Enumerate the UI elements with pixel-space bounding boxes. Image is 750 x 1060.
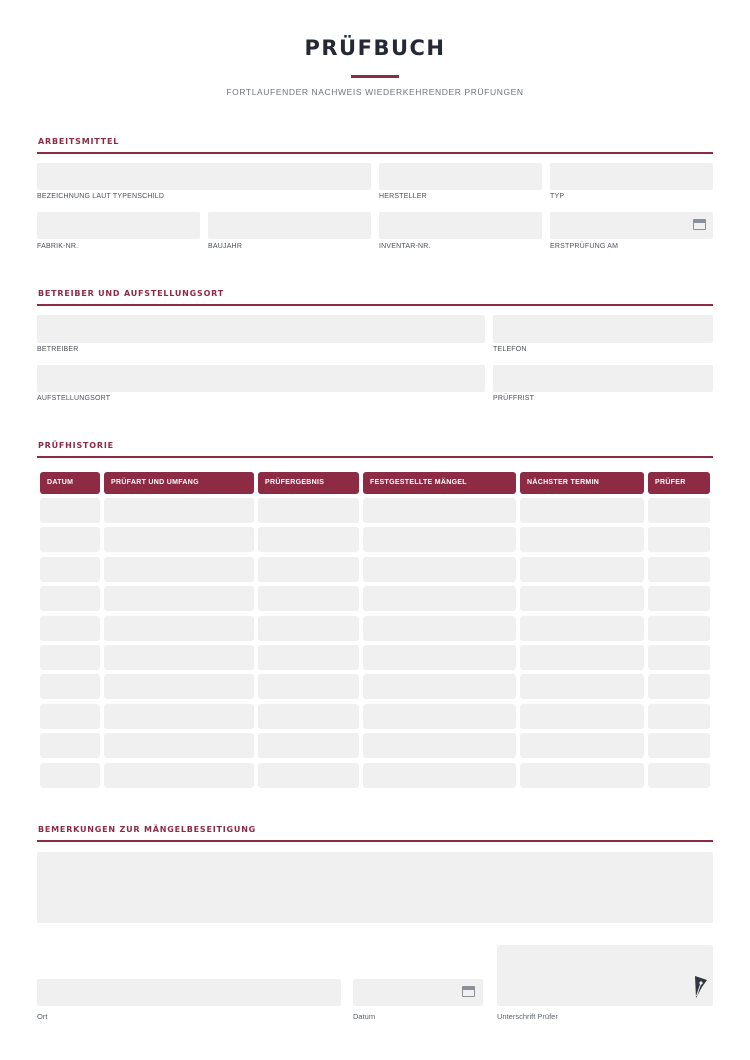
- section-header-betreiber: [37, 288, 713, 306]
- calendar-icon[interactable]: [693, 219, 706, 230]
- table-cell[interactable]: [520, 645, 644, 670]
- table-cell[interactable]: [104, 674, 254, 699]
- table-cell[interactable]: [363, 557, 516, 582]
- table-cell[interactable]: [520, 763, 644, 788]
- aufstellungsort-label: AUFSTELLUNGSORT: [37, 395, 111, 402]
- table-cell[interactable]: [363, 616, 516, 641]
- table-cell[interactable]: [40, 704, 100, 729]
- telefon-label: TELEFON: [493, 346, 527, 353]
- table-cell[interactable]: [363, 704, 516, 729]
- column-header-datum: DATUM: [40, 472, 100, 494]
- aufstellungsort-field[interactable]: [37, 365, 485, 392]
- hersteller-label: HERSTELLER: [379, 193, 427, 200]
- table-cell[interactable]: [648, 763, 710, 788]
- table-cell[interactable]: [104, 557, 254, 582]
- table-cell[interactable]: [648, 557, 710, 582]
- table-cell[interactable]: [40, 733, 100, 758]
- table-cell[interactable]: [258, 616, 359, 641]
- calendar-icon[interactable]: [462, 986, 475, 997]
- column-header-naechster-termin: NÄCHSTER TERMIN: [520, 472, 644, 494]
- table-cell[interactable]: [40, 557, 100, 582]
- section-title-arbeitsmittel: ARBEITSMITTEL: [38, 137, 120, 146]
- baujahr-label: BAUJAHR: [208, 243, 243, 250]
- table-cell[interactable]: [40, 645, 100, 670]
- page-subtitle: FORTLAUFENDER NACHWEIS WIEDERKEHRENDER PRÜFUNGEN: [226, 87, 524, 97]
- section-header-bemerkungen: [37, 824, 713, 842]
- table-cell[interactable]: [648, 527, 710, 552]
- table-cell[interactable]: [258, 645, 359, 670]
- typ-label: TYP: [550, 193, 565, 200]
- ort-field[interactable]: [37, 979, 341, 1006]
- table-cell[interactable]: [363, 763, 516, 788]
- fabrik-nr-field[interactable]: [37, 212, 200, 239]
- table-cell[interactable]: [104, 616, 254, 641]
- inventar-nr-label: INVENTAR-NR.: [379, 243, 431, 250]
- table-cell[interactable]: [104, 704, 254, 729]
- table-cell[interactable]: [104, 498, 254, 523]
- table-cell[interactable]: [104, 527, 254, 552]
- table-cell[interactable]: [104, 733, 254, 758]
- table-cell[interactable]: [363, 733, 516, 758]
- section-title-betreiber: BETREIBER UND AUFSTELLUNGSORT: [38, 289, 225, 298]
- column-header-maengel: FESTGESTELLTE MÄNGEL: [363, 472, 516, 494]
- table-cell[interactable]: [648, 498, 710, 523]
- table-cell[interactable]: [520, 586, 644, 611]
- unterschrift-field[interactable]: [497, 945, 713, 1006]
- table-cell[interactable]: [258, 674, 359, 699]
- table-cell[interactable]: [363, 586, 516, 611]
- table-cell[interactable]: [648, 674, 710, 699]
- table-cell[interactable]: [40, 674, 100, 699]
- table-cell[interactable]: [258, 733, 359, 758]
- bezeichnung-field[interactable]: [37, 163, 371, 190]
- table-cell[interactable]: [520, 527, 644, 552]
- page-title: PRÜFBUCH: [304, 36, 446, 60]
- section-header-arbeitsmittel: [37, 136, 713, 154]
- hersteller-field[interactable]: [379, 163, 542, 190]
- table-cell[interactable]: [258, 586, 359, 611]
- table-cell[interactable]: [104, 645, 254, 670]
- table-cell[interactable]: [40, 616, 100, 641]
- table-cell[interactable]: [40, 527, 100, 552]
- column-header-pruefer: PRÜFER: [648, 472, 710, 494]
- table-cell[interactable]: [648, 704, 710, 729]
- table-cell[interactable]: [258, 704, 359, 729]
- betreiber-field[interactable]: [37, 315, 485, 343]
- table-cell[interactable]: [520, 498, 644, 523]
- column-header-pruefergebnis: PRÜFERGEBNIS: [258, 472, 359, 494]
- table-cell[interactable]: [363, 674, 516, 699]
- table-cell[interactable]: [258, 763, 359, 788]
- table-cell[interactable]: [104, 586, 254, 611]
- table-cell[interactable]: [520, 616, 644, 641]
- table-cell[interactable]: [104, 763, 254, 788]
- prueffrist-field[interactable]: [493, 365, 713, 392]
- inventar-nr-field[interactable]: [379, 212, 542, 239]
- table-cell[interactable]: [363, 645, 516, 670]
- table-cell[interactable]: [258, 498, 359, 523]
- table-cell[interactable]: [363, 498, 516, 523]
- erstpruefung-date-field[interactable]: [550, 212, 713, 239]
- typ-field[interactable]: [550, 163, 713, 190]
- ort-label: Ort: [37, 1012, 48, 1021]
- bezeichnung-label: BEZEICHNUNG LAUT TYPENSCHILD: [37, 193, 165, 200]
- table-cell[interactable]: [258, 527, 359, 552]
- table-cell[interactable]: [648, 586, 710, 611]
- table-cell[interactable]: [648, 645, 710, 670]
- table-cell[interactable]: [40, 586, 100, 611]
- table-cell[interactable]: [520, 674, 644, 699]
- section-header-pruefhistorie: [37, 440, 713, 458]
- table-cell[interactable]: [40, 763, 100, 788]
- table-cell[interactable]: [520, 704, 644, 729]
- section-title-pruefhistorie: PRÜFHISTORIE: [38, 441, 114, 450]
- unterschrift-label: Unterschrift Prüfer: [497, 1012, 558, 1021]
- table-cell[interactable]: [520, 557, 644, 582]
- datum-label: Datum: [353, 1012, 376, 1021]
- table-cell[interactable]: [648, 616, 710, 641]
- table-cell[interactable]: [648, 733, 710, 758]
- fabrik-nr-label: FABRIK-NR.: [37, 243, 79, 250]
- section-title-bemerkungen: BEMERKUNGEN ZUR MÄNGELBESEITIGUNG: [38, 825, 257, 834]
- betreiber-label: BETREIBER: [37, 346, 79, 353]
- table-cell[interactable]: [40, 498, 100, 523]
- table-cell[interactable]: [258, 557, 359, 582]
- table-cell[interactable]: [363, 527, 516, 552]
- column-header-pruefart: PRÜFART UND UMFANG: [104, 472, 254, 494]
- bemerkungen-textarea[interactable]: [37, 852, 713, 923]
- title-divider: [351, 75, 399, 78]
- prueffrist-label: PRÜFFRIST: [493, 395, 535, 402]
- pen-nib-icon: [693, 974, 709, 1000]
- table-cell[interactable]: [520, 733, 644, 758]
- baujahr-field[interactable]: [208, 212, 371, 239]
- telefon-field[interactable]: [493, 315, 713, 343]
- erstpruefung-label: ERSTPRÜFUNG AM: [550, 243, 619, 250]
